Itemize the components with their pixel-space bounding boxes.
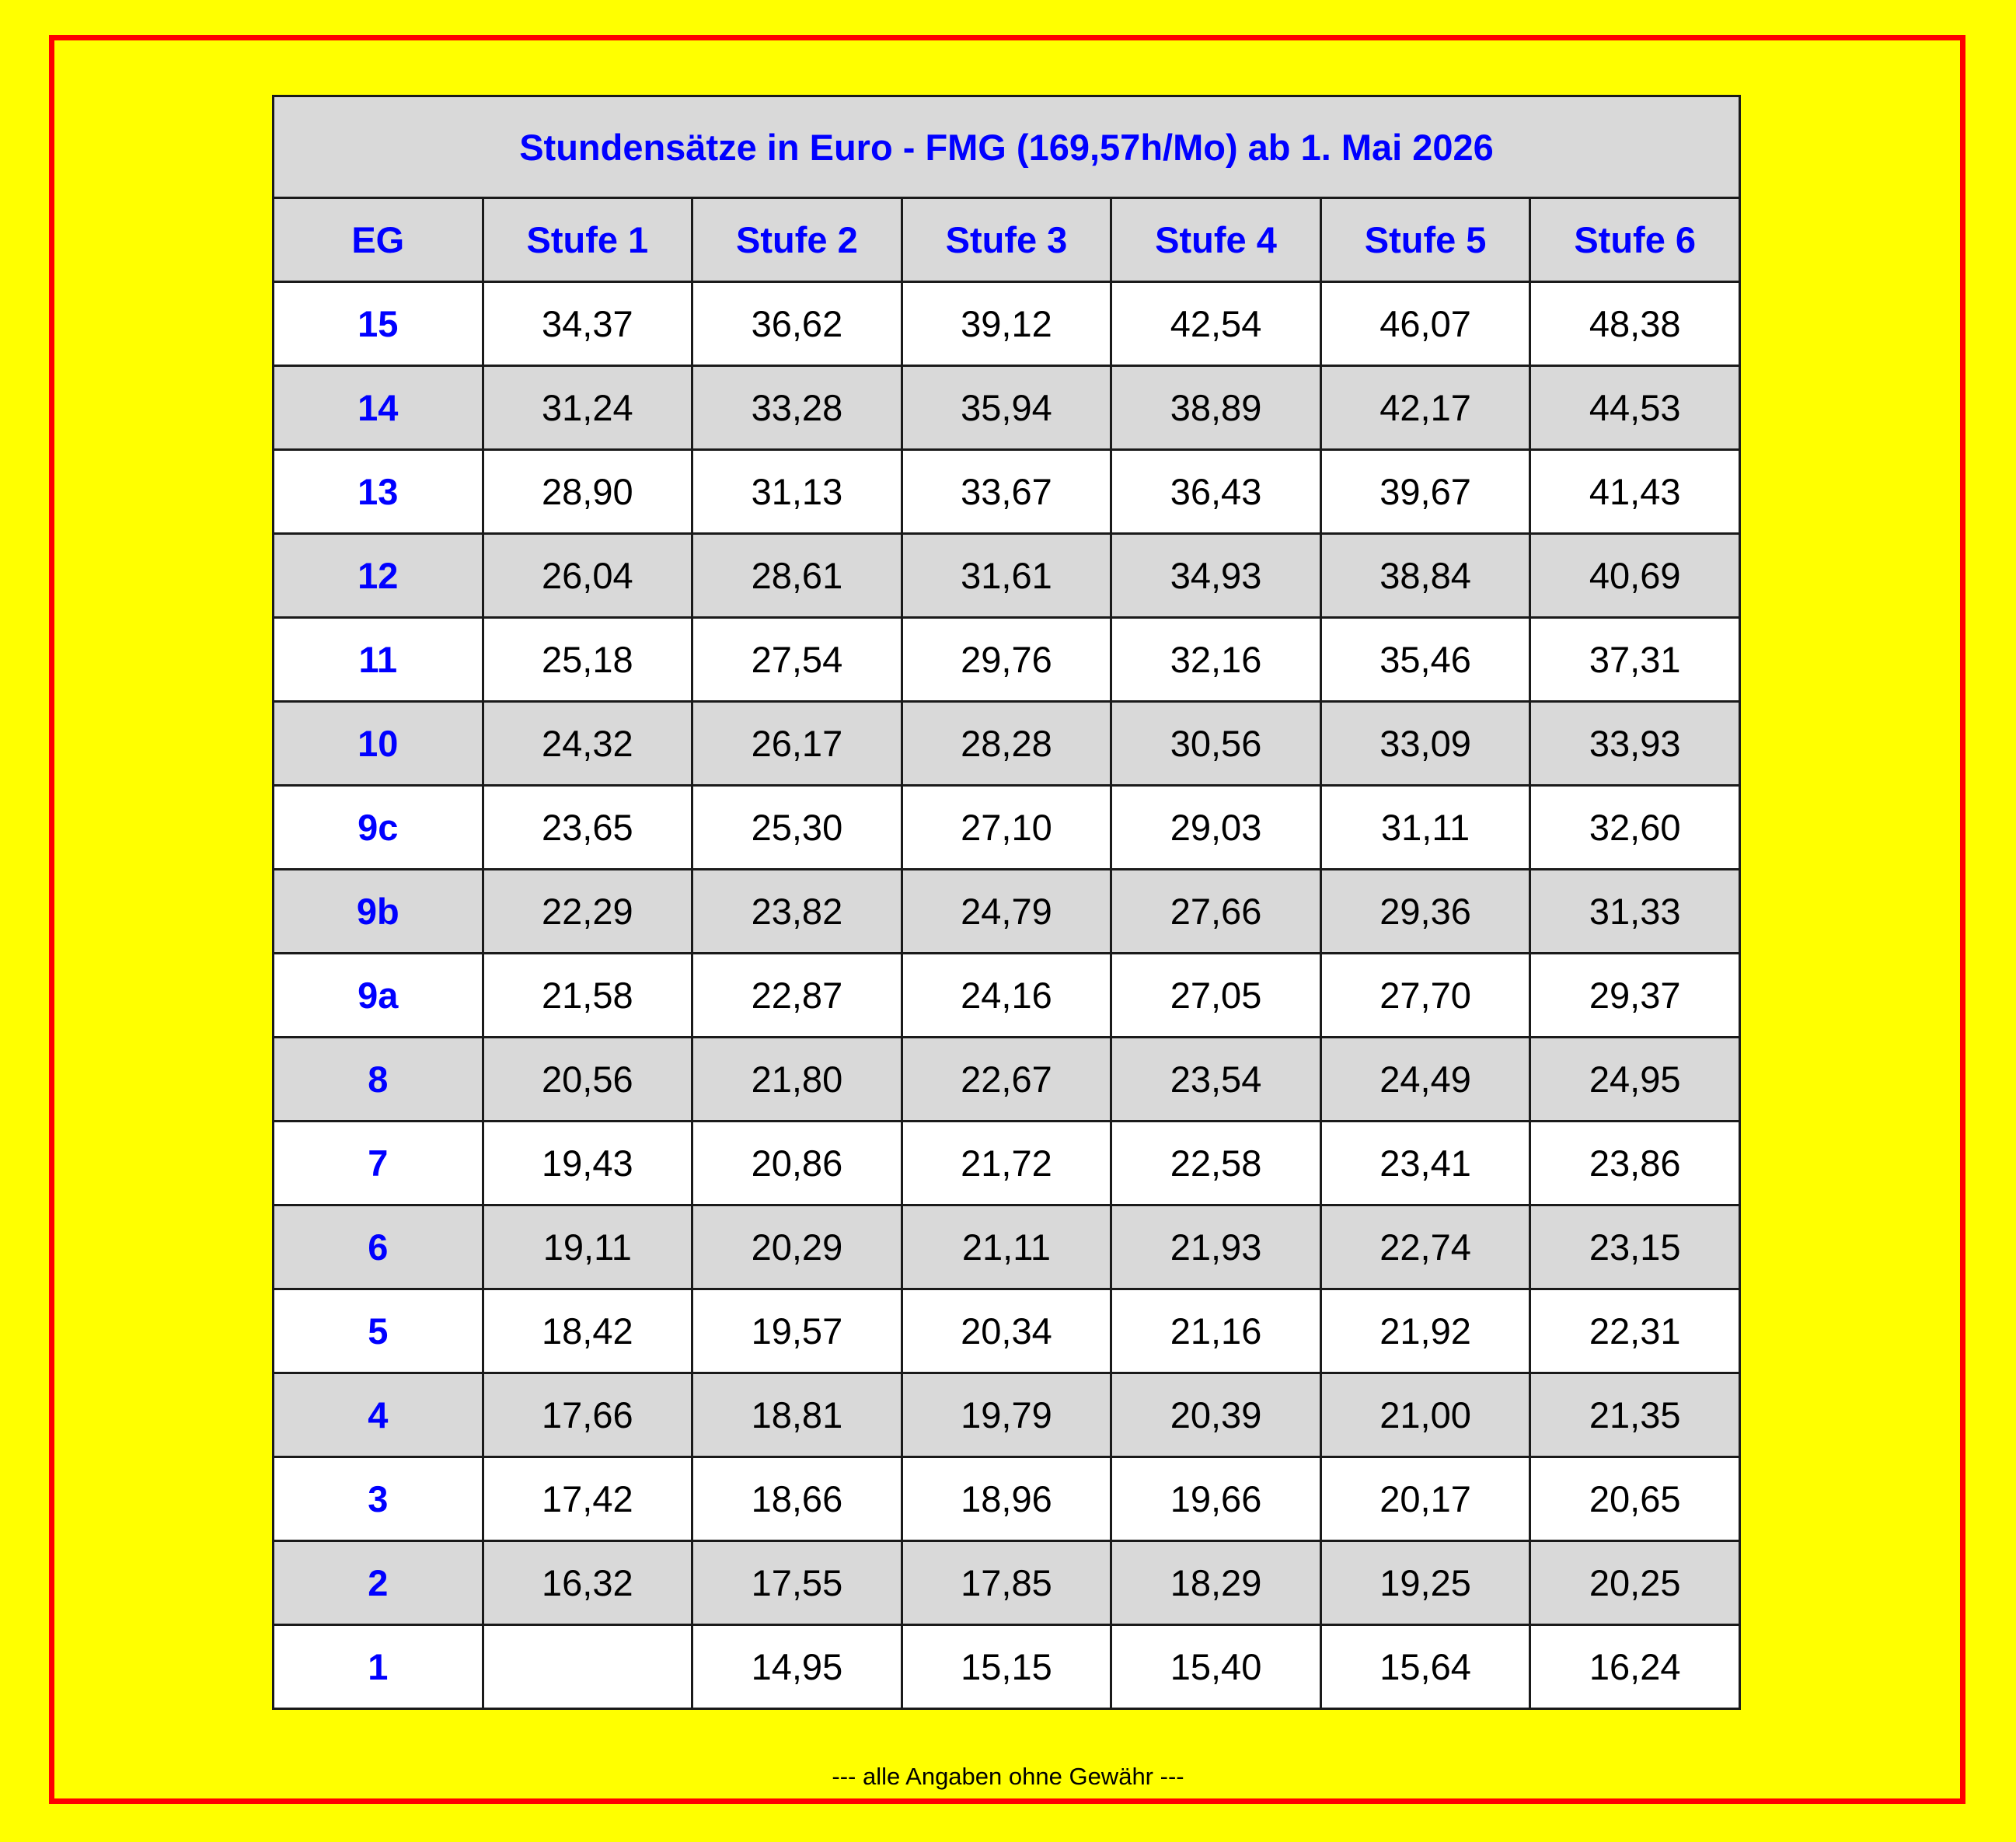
- rate-cell-stufe-1: 17,66: [483, 1373, 692, 1457]
- rate-cell-stufe-1: 23,65: [483, 786, 692, 870]
- rate-cell-stufe-4: 30,56: [1111, 702, 1321, 786]
- rate-cell-stufe-6: 23,15: [1530, 1205, 1740, 1289]
- table-row: [274, 786, 1740, 870]
- rate-cell-stufe-2: 25,30: [692, 786, 902, 870]
- rate-cell-stufe-3: 21,11: [902, 1205, 1111, 1289]
- rate-cell-stufe-4: 32,16: [1111, 618, 1321, 702]
- table-row: [274, 1205, 1740, 1289]
- rate-cell-stufe-2: 20,29: [692, 1205, 902, 1289]
- table-body: [274, 282, 1740, 1709]
- rate-cell-stufe-5: 38,84: [1320, 534, 1530, 618]
- rate-cell-stufe-2: 20,86: [692, 1122, 902, 1205]
- rate-cell-stufe-6: 16,24: [1530, 1625, 1740, 1709]
- eg-cell: 9a: [274, 954, 483, 1038]
- rate-cell-stufe-4: 23,54: [1111, 1038, 1321, 1122]
- eg-cell: 9b: [274, 870, 483, 954]
- rate-cell-stufe-1: 17,42: [483, 1457, 692, 1541]
- rate-cell-stufe-1: 19,43: [483, 1122, 692, 1205]
- column-header-eg: EG: [274, 198, 483, 282]
- rate-cell-stufe-5: 35,46: [1320, 618, 1530, 702]
- rate-cell-stufe-1: 16,32: [483, 1541, 692, 1625]
- rate-cell-stufe-6: 37,31: [1530, 618, 1740, 702]
- eg-cell: 2: [274, 1541, 483, 1625]
- rate-cell-stufe-4: 20,39: [1111, 1373, 1321, 1457]
- table-row: [274, 1541, 1740, 1625]
- rate-cell-stufe-3: 27,10: [902, 786, 1111, 870]
- rate-cell-stufe-1: 20,56: [483, 1038, 692, 1122]
- rate-cell-stufe-2: 21,80: [692, 1038, 902, 1122]
- rate-cell-stufe-1: 21,58: [483, 954, 692, 1038]
- rate-cell-stufe-5: 46,07: [1320, 282, 1530, 366]
- table-row: [274, 1625, 1740, 1709]
- rate-cell-stufe-5: 22,74: [1320, 1205, 1530, 1289]
- rate-cell-stufe-3: 35,94: [902, 366, 1111, 450]
- rate-cell-stufe-2: 19,57: [692, 1289, 902, 1373]
- rate-cell-stufe-3: 15,15: [902, 1625, 1111, 1709]
- rate-cell-stufe-2: 31,13: [692, 450, 902, 534]
- rate-cell-stufe-3: 24,79: [902, 870, 1111, 954]
- column-header-stufe-1: Stufe 1: [483, 198, 692, 282]
- rate-cell-stufe-2: 27,54: [692, 618, 902, 702]
- rate-cell-stufe-3: 22,67: [902, 1038, 1111, 1122]
- rate-cell-stufe-3: 19,79: [902, 1373, 1111, 1457]
- eg-cell: 7: [274, 1122, 483, 1205]
- rate-cell-stufe-2: 14,95: [692, 1625, 902, 1709]
- table-row: [274, 1457, 1740, 1541]
- table-row: [274, 1373, 1740, 1457]
- disclaimer-footer: --- alle Angaben ohne Gewähr ---: [832, 1763, 1184, 1790]
- rate-cell-stufe-4: 38,89: [1111, 366, 1321, 450]
- rate-cell-stufe-2: 36,62: [692, 282, 902, 366]
- table-row: [274, 1289, 1740, 1373]
- rate-cell-stufe-2: 28,61: [692, 534, 902, 618]
- rate-cell-stufe-4: 42,54: [1111, 282, 1321, 366]
- rate-cell-stufe-6: 29,37: [1530, 954, 1740, 1038]
- rate-cell-stufe-4: 18,29: [1111, 1541, 1321, 1625]
- rate-cell-stufe-2: 17,55: [692, 1541, 902, 1625]
- rate-cell-stufe-6: 20,25: [1530, 1541, 1740, 1625]
- eg-cell: 14: [274, 366, 483, 450]
- rate-cell-stufe-3: 28,28: [902, 702, 1111, 786]
- table-row: [274, 366, 1740, 450]
- rate-cell-stufe-6: 32,60: [1530, 786, 1740, 870]
- rate-cell-stufe-4: 27,05: [1111, 954, 1321, 1038]
- rate-cell-stufe-5: 42,17: [1320, 366, 1530, 450]
- rate-cell-stufe-1: 18,42: [483, 1289, 692, 1373]
- rate-cell-stufe-5: 20,17: [1320, 1457, 1530, 1541]
- rate-cell-stufe-1: 25,18: [483, 618, 692, 702]
- table-row: [274, 954, 1740, 1038]
- rate-cell-stufe-2: 23,82: [692, 870, 902, 954]
- rate-cell-stufe-3: 29,76: [902, 618, 1111, 702]
- rate-cell-stufe-2: 18,66: [692, 1457, 902, 1541]
- rate-cell-stufe-1: 31,24: [483, 366, 692, 450]
- rate-cell-stufe-6: 48,38: [1530, 282, 1740, 366]
- column-header-stufe-6: Stufe 6: [1530, 198, 1740, 282]
- rate-cell-stufe-2: 22,87: [692, 954, 902, 1038]
- table-row: [274, 534, 1740, 618]
- rate-cell-stufe-6: 31,33: [1530, 870, 1740, 954]
- rate-cell-stufe-3: 33,67: [902, 450, 1111, 534]
- table-row: [274, 870, 1740, 954]
- rate-cell-stufe-6: 40,69: [1530, 534, 1740, 618]
- table-row: [274, 1038, 1740, 1122]
- rate-cell-stufe-5: 15,64: [1320, 1625, 1530, 1709]
- rate-cell-stufe-6: 21,35: [1530, 1373, 1740, 1457]
- rate-cell-stufe-5: 27,70: [1320, 954, 1530, 1038]
- rate-cell-stufe-4: 15,40: [1111, 1625, 1321, 1709]
- eg-cell: 13: [274, 450, 483, 534]
- rate-cell-stufe-5: 19,25: [1320, 1541, 1530, 1625]
- rate-cell-stufe-4: 22,58: [1111, 1122, 1321, 1205]
- rate-cell-stufe-4: 19,66: [1111, 1457, 1321, 1541]
- rate-cell-stufe-1: 19,11: [483, 1205, 692, 1289]
- rate-cell-stufe-3: 31,61: [902, 534, 1111, 618]
- rate-cell-stufe-1: [483, 1625, 692, 1709]
- eg-cell: 12: [274, 534, 483, 618]
- rate-cell-stufe-1: 34,37: [483, 282, 692, 366]
- eg-cell: 5: [274, 1289, 483, 1373]
- column-header-stufe-4: Stufe 4: [1111, 198, 1321, 282]
- rate-cell-stufe-1: 22,29: [483, 870, 692, 954]
- rate-cell-stufe-5: 31,11: [1320, 786, 1530, 870]
- rate-cell-stufe-5: 21,00: [1320, 1373, 1530, 1457]
- eg-cell: 9c: [274, 786, 483, 870]
- eg-cell: 6: [274, 1205, 483, 1289]
- rate-cell-stufe-1: 28,90: [483, 450, 692, 534]
- hourly-rates-table: [272, 95, 1741, 1710]
- column-header-stufe-5: Stufe 5: [1320, 198, 1530, 282]
- rate-cell-stufe-6: 22,31: [1530, 1289, 1740, 1373]
- rate-cell-stufe-6: 20,65: [1530, 1457, 1740, 1541]
- eg-cell: 4: [274, 1373, 483, 1457]
- table-row: [274, 1122, 1740, 1205]
- table-title-row: [274, 96, 1740, 198]
- eg-cell: 1: [274, 1625, 483, 1709]
- rate-cell-stufe-6: 33,93: [1530, 702, 1740, 786]
- rate-cell-stufe-2: 33,28: [692, 366, 902, 450]
- eg-cell: 8: [274, 1038, 483, 1122]
- rate-cell-stufe-4: 36,43: [1111, 450, 1321, 534]
- rate-cell-stufe-1: 26,04: [483, 534, 692, 618]
- rate-cell-stufe-6: 23,86: [1530, 1122, 1740, 1205]
- rate-cell-stufe-4: 34,93: [1111, 534, 1321, 618]
- rate-cell-stufe-4: 27,66: [1111, 870, 1321, 954]
- column-header-stufe-2: Stufe 2: [692, 198, 902, 282]
- table-title: Stundensätze in Euro - FMG (169,57h/Mo) ab 1. Mai 2026: [274, 96, 1740, 198]
- rate-cell-stufe-3: 21,72: [902, 1122, 1111, 1205]
- rate-cell-stufe-4: 21,93: [1111, 1205, 1321, 1289]
- rate-cell-stufe-3: 18,96: [902, 1457, 1111, 1541]
- rate-cell-stufe-3: 17,85: [902, 1541, 1111, 1625]
- rate-cell-stufe-6: 24,95: [1530, 1038, 1740, 1122]
- eg-cell: 11: [274, 618, 483, 702]
- column-header-row: [274, 198, 1740, 282]
- rate-cell-stufe-2: 26,17: [692, 702, 902, 786]
- rate-cell-stufe-6: 44,53: [1530, 366, 1740, 450]
- column-header-stufe-3: Stufe 3: [902, 198, 1111, 282]
- rate-cell-stufe-2: 18,81: [692, 1373, 902, 1457]
- rate-cell-stufe-5: 39,67: [1320, 450, 1530, 534]
- rate-cell-stufe-3: 20,34: [902, 1289, 1111, 1373]
- rate-cell-stufe-3: 39,12: [902, 282, 1111, 366]
- rate-cell-stufe-5: 24,49: [1320, 1038, 1530, 1122]
- rate-cell-stufe-5: 29,36: [1320, 870, 1530, 954]
- eg-cell: 15: [274, 282, 483, 366]
- eg-cell: 3: [274, 1457, 483, 1541]
- table-row: [274, 618, 1740, 702]
- rate-cell-stufe-4: 29,03: [1111, 786, 1321, 870]
- rate-cell-stufe-5: 23,41: [1320, 1122, 1530, 1205]
- rate-cell-stufe-3: 24,16: [902, 954, 1111, 1038]
- rate-cell-stufe-4: 21,16: [1111, 1289, 1321, 1373]
- rate-cell-stufe-6: 41,43: [1530, 450, 1740, 534]
- table-row: [274, 282, 1740, 366]
- rate-cell-stufe-5: 33,09: [1320, 702, 1530, 786]
- rate-cell-stufe-5: 21,92: [1320, 1289, 1530, 1373]
- rate-cell-stufe-1: 24,32: [483, 702, 692, 786]
- eg-cell: 10: [274, 702, 483, 786]
- table-row: [274, 450, 1740, 534]
- table-row: [274, 702, 1740, 786]
